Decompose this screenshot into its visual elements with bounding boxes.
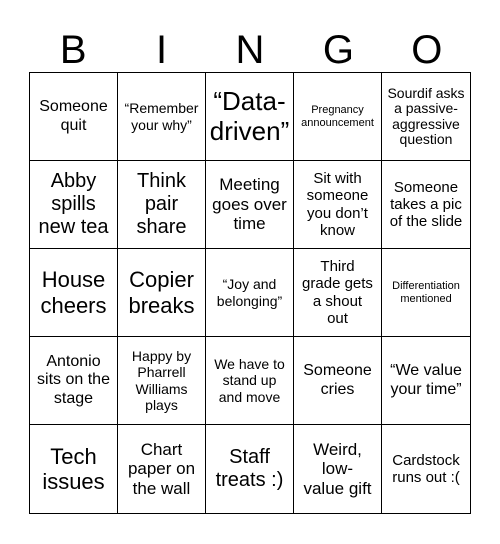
bingo-cell[interactable]	[30, 249, 118, 337]
cell-text: We have to stand up and move	[214, 356, 285, 405]
cell-text: Copier breaks	[128, 267, 195, 318]
cell-text: House cheers	[40, 267, 107, 318]
bingo-board	[29, 72, 471, 514]
bingo-cell[interactable]	[294, 249, 382, 337]
cell-text: Tech issues	[42, 443, 105, 494]
bingo-cell[interactable]	[382, 425, 470, 513]
cell-text: Someone cries	[303, 362, 372, 398]
bingo-cell[interactable]	[30, 337, 118, 425]
cell-text: Sit with someone you don’t know	[306, 170, 369, 239]
cell-text: “Joy and belonging”	[216, 276, 283, 309]
header-letter-i: I	[156, 28, 168, 72]
cell-text: Weird, low-value gift	[303, 439, 372, 498]
cell-text: Someone quit	[39, 98, 108, 134]
bingo-cell[interactable]	[206, 249, 294, 337]
cell-text: Chart paper on the wall	[127, 439, 196, 498]
bingo-cell[interactable]	[118, 161, 206, 249]
cell-text: Differentiation mentioned	[392, 279, 460, 305]
bingo-cell[interactable]	[382, 249, 470, 337]
cell-text: Someone takes a pic of the slide	[389, 178, 463, 231]
bingo-cell[interactable]	[206, 425, 294, 513]
cell-text: “Data-driven”	[209, 85, 290, 146]
header-letter-n: N	[235, 28, 265, 72]
bingo-cell[interactable]	[382, 337, 470, 425]
cell-text: Think pair share	[136, 170, 187, 238]
cell-text: Cardstock runs out :(	[392, 451, 460, 486]
cell-text: “Remember your why”	[124, 100, 199, 133]
cell-text: Sourdif asks a passive-aggressive question	[387, 84, 465, 147]
bingo-cell[interactable]	[382, 161, 470, 249]
bingo-cell[interactable]	[294, 337, 382, 425]
header-letter-o: O	[411, 28, 443, 72]
cell-text: Staff treats :)	[215, 446, 284, 491]
bingo-cell[interactable]	[30, 161, 118, 249]
header-letter-g: G	[322, 28, 354, 72]
bingo-cell[interactable]	[294, 161, 382, 249]
bingo-cell[interactable]	[294, 73, 382, 161]
bingo-cell[interactable]	[30, 425, 118, 513]
cell-text: Abby spills new tea	[38, 170, 109, 238]
bingo-cell[interactable]	[206, 161, 294, 249]
bingo-cell[interactable]	[206, 73, 294, 161]
cell-text: Meeting goes over time	[212, 175, 287, 234]
bingo-cell[interactable]	[382, 73, 470, 161]
bingo-cell[interactable]	[118, 249, 206, 337]
bingo-cell[interactable]	[206, 337, 294, 425]
bingo-cell[interactable]	[118, 73, 206, 161]
header-letter-b: B	[59, 28, 87, 72]
bingo-cell[interactable]	[118, 337, 206, 425]
cell-text: Happy by Pharrell Williams plays	[131, 348, 192, 413]
bingo-cell[interactable]	[30, 73, 118, 161]
cell-text: Antonio sits on the stage	[37, 352, 110, 407]
bingo-header	[29, 28, 471, 72]
cell-text: “We value your time”	[390, 362, 462, 398]
bingo-cell[interactable]	[294, 425, 382, 513]
cell-text: Third grade gets a shout out	[302, 258, 373, 327]
cell-text: Pregnancy announcement	[301, 103, 374, 129]
bingo-cell[interactable]	[118, 425, 206, 513]
